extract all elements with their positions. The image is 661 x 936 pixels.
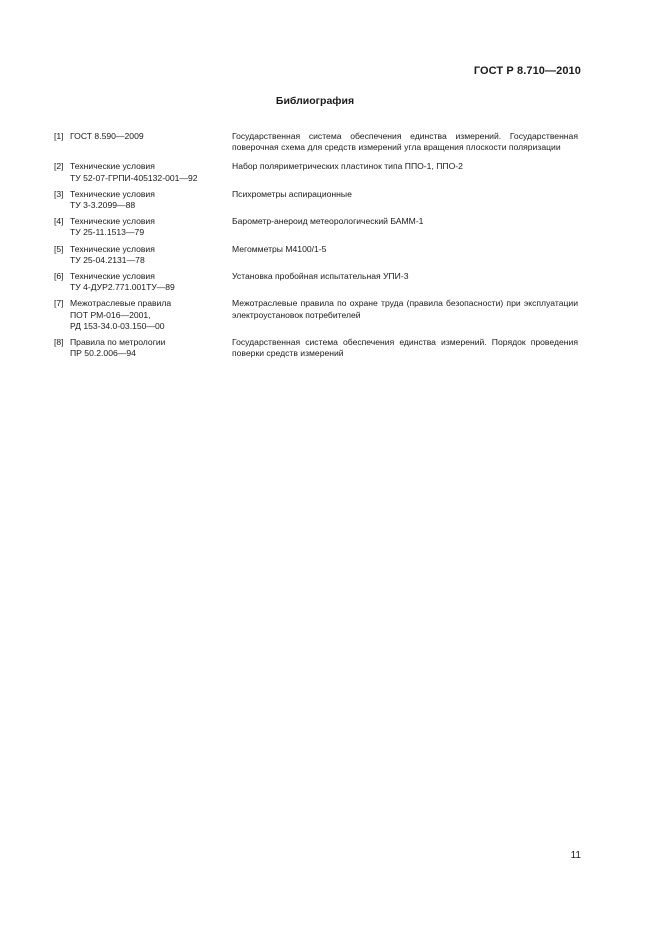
bibliography-entry — [54, 298, 578, 332]
entry-source-line: Правила по метрологии — [70, 337, 166, 348]
entry-number: [4] — [54, 216, 64, 227]
page-title: Библиография — [275, 95, 355, 107]
entry-source-line: РД 153-34.0-03.150—00 — [70, 320, 165, 331]
entry-source — [70, 298, 232, 332]
entry-source-line: ГОСТ 8.590—2009 — [70, 131, 144, 141]
bibliography-entry — [54, 131, 578, 153]
entry-description: Набор поляриметрических пластинок типа ППО-1, ППО-2 — [232, 161, 463, 172]
entry-source-line: ТУ 25-11.1513—79 — [70, 227, 145, 238]
bibliography-entry — [54, 337, 578, 359]
entry-description: Государственная система обеспечения единства измерений. Порядок проведения поверки средств измерений — [232, 337, 578, 359]
entry-number: [6] — [54, 271, 64, 282]
bibliography-entry — [54, 271, 578, 293]
entry-source-line: ПОТ РМ-016—2001, — [70, 309, 151, 320]
bibliography-entry — [54, 244, 578, 266]
entry-source — [70, 244, 232, 266]
entry-number: [1] — [54, 131, 64, 141]
entry-description: Психрометры аспирационные — [232, 188, 352, 199]
entry-description: Барометр-анероид метеорологический БАММ-1 — [232, 216, 424, 227]
bibliography-entry — [54, 189, 578, 211]
entry-number: [2] — [54, 161, 64, 172]
bibliography-list — [54, 131, 578, 359]
entry-source — [70, 337, 232, 359]
entry-source — [70, 189, 232, 211]
entry-description: Межотраслевые правила по охране труда (правила безопасности) при эксплуатации электроустановок потребителей — [232, 298, 578, 320]
entry-source-line: ТУ 3-3.2099—88 — [70, 200, 136, 211]
entry-source-line: ПР 50.2.006—94 — [70, 348, 136, 359]
entry-source — [70, 216, 232, 238]
entry-source — [70, 161, 232, 183]
entry-number: [7] — [54, 298, 64, 309]
bibliography-entry — [54, 161, 578, 183]
entry-number: [3] — [54, 188, 64, 199]
entry-source-line: Технические условия — [70, 243, 155, 254]
entry-source-line: ТУ 25-04.2131—78 — [70, 254, 145, 265]
entry-description: Государственная система обеспечения единства измерений. Государственная поверочная схема для средств измерений угла вращения плоскости поляризации — [232, 131, 578, 153]
entry-source-line: Технические условия — [70, 271, 155, 282]
document-code: ГОСТ Р 8.710—2010 — [473, 65, 581, 77]
entry-number: [5] — [54, 243, 64, 254]
entry-source-line: Технические условия — [70, 216, 155, 227]
entry-description: Установка пробойная испытательная УПИ-3 — [232, 271, 409, 282]
bibliography-entry — [54, 216, 578, 238]
entry-number: [8] — [54, 337, 64, 348]
entry-source — [70, 131, 232, 153]
entry-source-line: Технические условия — [70, 161, 155, 172]
entry-source-line: ТУ 52-07-ГРПИ-405132-001—92 — [70, 172, 198, 183]
entry-source-line: ТУ 4-ДУР2.771.001ТУ—89 — [70, 282, 175, 293]
entry-source-line: Технические условия — [70, 188, 155, 199]
entry-description: Мегомметры М4100/1-5 — [232, 243, 327, 254]
entry-source-line: Межотраслевые правила — [70, 298, 172, 309]
page-number: 11 — [570, 850, 581, 861]
entry-source — [70, 271, 232, 293]
